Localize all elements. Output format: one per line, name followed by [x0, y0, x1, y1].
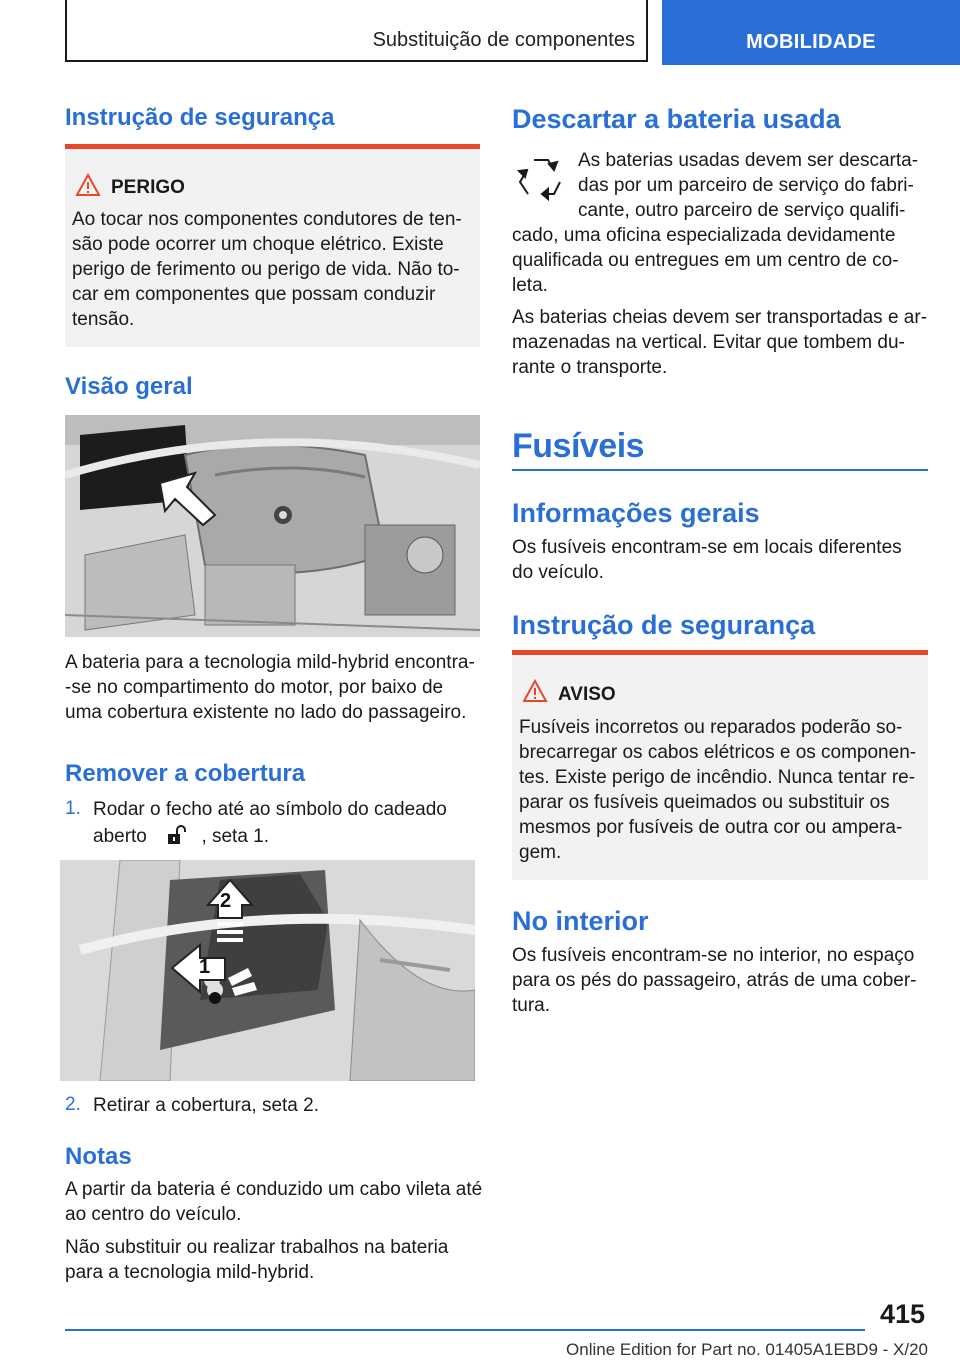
step-1-line-part: aberto	[93, 826, 147, 847]
warning-line: Fusíveis incorretos ou reparados poderão so-	[519, 717, 903, 738]
page-number: 415	[880, 1299, 926, 1329]
safety-heading: Instrução de segurança	[65, 104, 335, 131]
overview-text	[65, 650, 485, 725]
warning-triangle-icon	[522, 679, 548, 703]
danger-line: perigo de ferimento ou perigo de vida. Não to-	[72, 259, 460, 280]
notes-line: Não substituir ou realizar trabalhos na bateria	[65, 1237, 449, 1258]
danger-line: são pode ocorrer um choque elétrico. Existe	[72, 234, 444, 255]
disposal-paragraph-1-top	[578, 148, 933, 223]
warning-box	[512, 650, 928, 880]
step-1-number: 1.	[65, 798, 81, 819]
battery-cover-photo	[60, 860, 475, 1081]
warning-line: gem.	[519, 842, 562, 863]
disposal-line: rante o transporte.	[512, 357, 668, 378]
general-info-line: do veículo.	[512, 562, 604, 583]
step-2-text: Retirar a cobertura, seta 2.	[93, 1095, 319, 1116]
disposal-line: cado, uma oficina especializada devidamente	[512, 225, 896, 246]
warning-line: mesmos por fusíveis de outra cor ou ampera-	[519, 817, 903, 838]
overview-line: A bateria para a tecnologia mild-hybrid encontra-	[65, 652, 475, 673]
interior-heading: No interior	[512, 906, 649, 936]
remove-cover-heading: Remover a cobertura	[65, 760, 306, 787]
danger-title: PERIGO	[111, 177, 185, 198]
interior-line: tura.	[512, 995, 551, 1016]
disposal-line: cante, outro parceiro de serviço qualifi-	[578, 200, 906, 221]
step-1-line-part: , seta 1.	[201, 826, 270, 847]
overview-line: uma cobertura existente no lado do passageiro.	[65, 702, 467, 723]
disposal-line: As baterias usadas devem ser descarta-	[578, 150, 919, 171]
warning-line: brecarregar os cabos elétricos e os componen-	[519, 742, 917, 763]
general-info-line: Os fusíveis encontram-se em locais diferentes	[512, 537, 902, 558]
notes-heading: Notas	[65, 1143, 132, 1170]
fuses-heading: Fusíveis	[512, 427, 645, 465]
danger-line: tensão.	[72, 309, 135, 330]
warning-text	[519, 715, 924, 865]
warning-title: AVISO	[558, 684, 616, 705]
notes-line: A partir da bateria é conduzido um cabo vileta até	[65, 1179, 483, 1200]
step-1-line: Rodar o fecho até ao símbolo do cadeado	[93, 799, 447, 820]
step-1-line	[93, 822, 483, 847]
footer-rule	[65, 1329, 865, 1331]
disposal-line: das por um parceiro de serviço do fabri-	[578, 175, 914, 196]
recycling-icon	[514, 152, 568, 206]
general-info-text	[512, 535, 937, 585]
notes-paragraph-1	[65, 1177, 495, 1227]
fuses-safety-heading: Instrução de segurança	[512, 610, 816, 640]
danger-line: Ao tocar nos componentes condutores de ten-	[72, 209, 462, 230]
warning-line: parar os fusíveis queimados ou substituir os	[519, 792, 890, 813]
interior-line: para os pés do passageiro, atrás de uma cober-	[512, 970, 917, 991]
notes-paragraph-2	[65, 1235, 495, 1285]
danger-box	[65, 144, 480, 347]
notes-line: ao centro do veículo.	[65, 1204, 242, 1225]
danger-line: car em componentes que possam conduzir	[72, 284, 436, 305]
step-1-text	[93, 797, 483, 847]
arrow-label-2: 2	[220, 890, 232, 912]
overview-line: -se no compartimento do motor, por baixo de	[65, 677, 444, 698]
disposal-line: mazenadas na vertical. Evitar que tombem du-	[512, 332, 905, 353]
general-info-heading: Informações gerais	[512, 498, 760, 528]
disposal-paragraph-1-bottom	[512, 223, 937, 298]
notes-line: para a tecnologia mild-hybrid.	[65, 1262, 315, 1283]
interior-line: Os fusíveis encontram-se no interior, no espaço	[512, 945, 915, 966]
disposal-line: As baterias cheias devem ser transportadas e ar-	[512, 307, 928, 328]
open-padlock-icon	[166, 825, 188, 845]
disposal-line: leta.	[512, 275, 548, 296]
disposal-line: qualificada ou entregues em um centro de co-	[512, 250, 899, 271]
header-chapter-tab[interactable]: MOBILIDADE	[662, 0, 960, 65]
footer-edition: Online Edition for Part no. 01405A1EBD9 - X/20	[566, 1340, 928, 1359]
engine-bay-photo	[65, 415, 480, 637]
fuses-heading-rule	[512, 469, 928, 471]
danger-text	[72, 207, 477, 332]
disposal-heading: Descartar a bateria usada	[512, 104, 841, 134]
disposal-paragraph-2	[512, 305, 937, 380]
warning-line: tes. Existe perigo de incêndio. Nunca tentar re-	[519, 767, 916, 788]
header-section-title: Substituição de componentes	[372, 29, 635, 51]
overview-heading: Visão geral	[65, 373, 193, 400]
interior-text	[512, 943, 937, 1018]
arrow-label-1: 1	[199, 956, 211, 978]
step-2-number: 2.	[65, 1094, 81, 1115]
warning-triangle-icon	[75, 173, 101, 197]
